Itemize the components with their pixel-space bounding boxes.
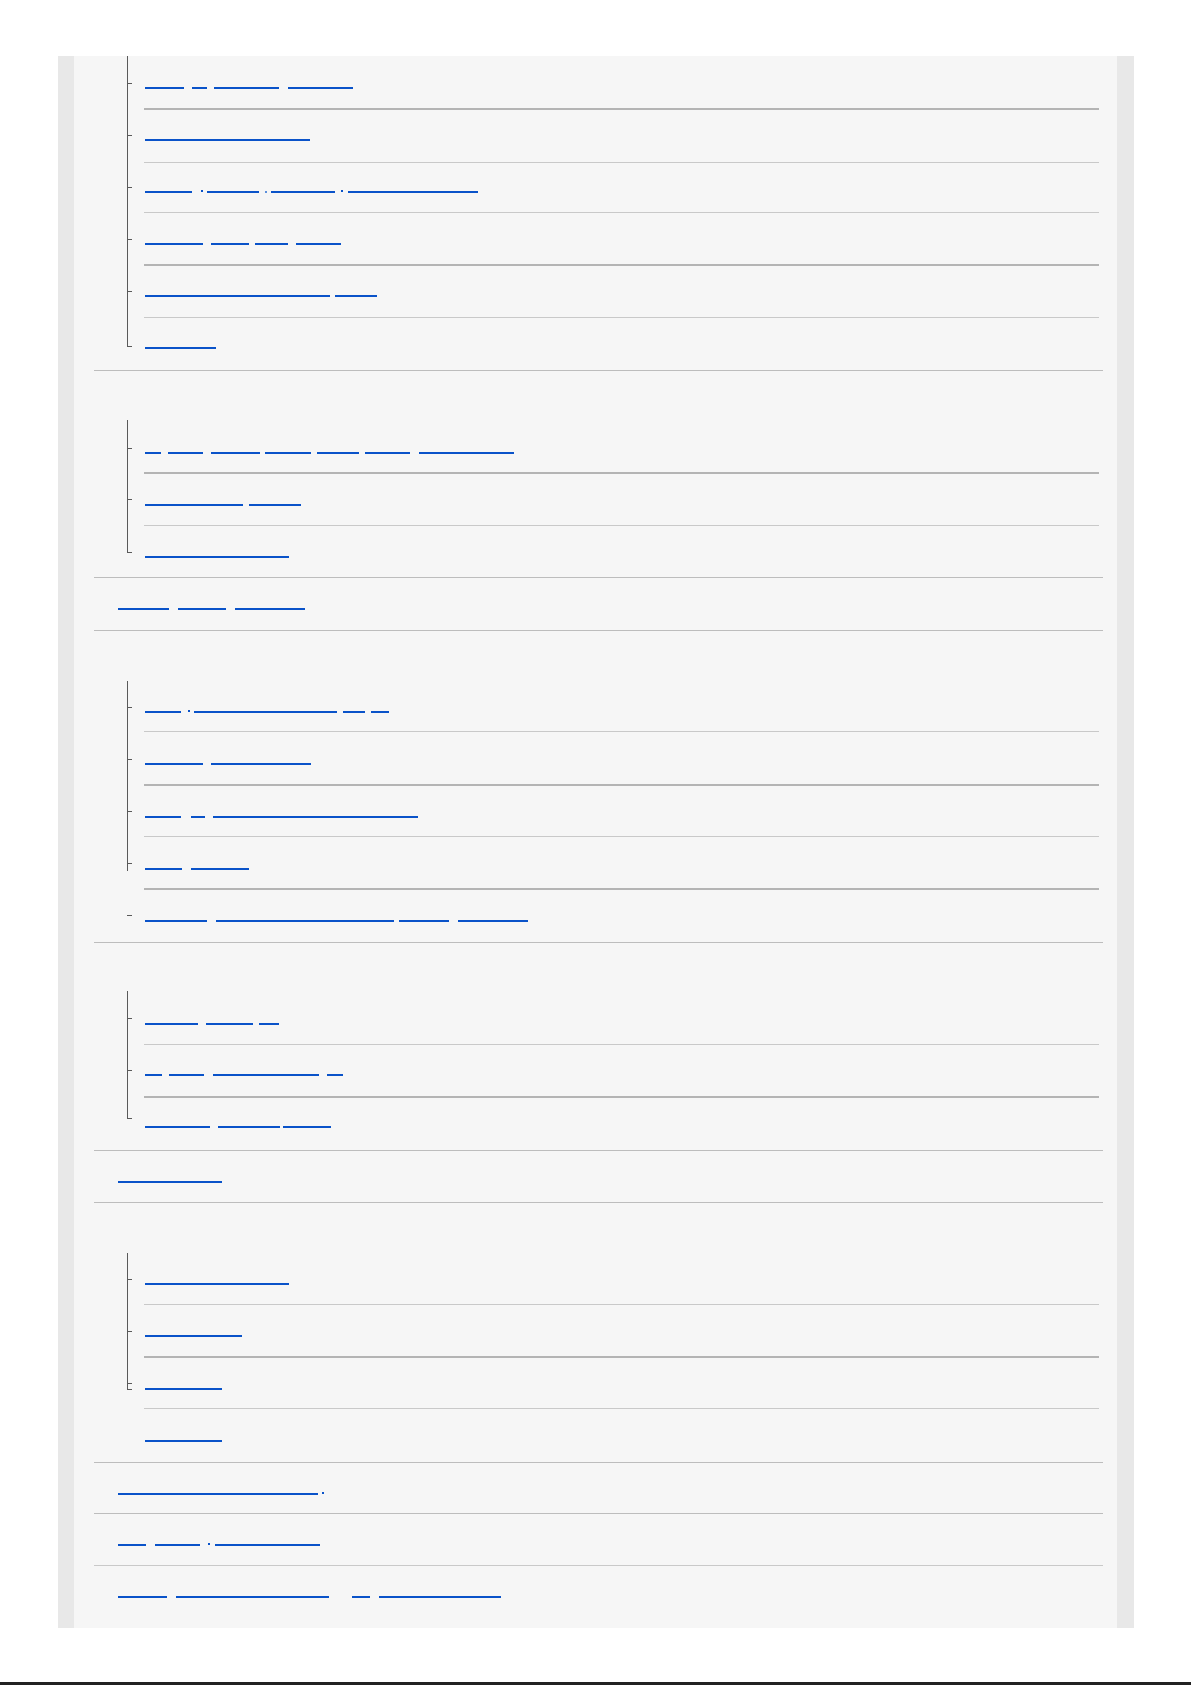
- group-divider: [94, 1202, 1103, 1203]
- tree-connector: [127, 1253, 128, 1390]
- row-divider: [144, 317, 1099, 318]
- toc-link[interactable]: [145, 699, 407, 713]
- toc-link-top[interactable]: [118, 1481, 328, 1495]
- row-divider: [144, 784, 1099, 786]
- toc-link[interactable]: [145, 1062, 350, 1076]
- toc-link[interactable]: [145, 1428, 223, 1442]
- row-divider: [144, 1408, 1099, 1409]
- row-divider: [144, 1044, 1099, 1045]
- row-divider: [144, 1356, 1099, 1358]
- tree-tick: [127, 448, 132, 449]
- toc-link[interactable]: [145, 856, 255, 870]
- tree-tick: [127, 759, 132, 760]
- toc-link-top[interactable]: [118, 1532, 333, 1546]
- tree-connector: [127, 991, 128, 1119]
- group-divider: [94, 942, 1103, 943]
- tree-tick: [127, 499, 132, 500]
- row-divider: [144, 525, 1099, 526]
- group-divider: [94, 577, 1103, 578]
- row-divider: [144, 1304, 1099, 1305]
- row-divider: [144, 836, 1099, 837]
- toc-link[interactable]: [145, 1376, 223, 1390]
- toc-link[interactable]: [145, 492, 305, 506]
- toc-link-top[interactable]: [118, 596, 313, 610]
- row-divider: [144, 472, 1099, 474]
- tree-tick: [127, 291, 132, 292]
- tree-tick: [127, 187, 132, 188]
- tree-tick: [127, 1331, 132, 1332]
- toc-link[interactable]: [145, 283, 380, 297]
- row-divider: [144, 212, 1099, 213]
- row-divider: [144, 888, 1099, 890]
- tree-tick: [127, 707, 132, 708]
- toc-panel: [74, 56, 1117, 1628]
- toc-link-top[interactable]: [118, 1584, 508, 1598]
- tree-tick: [127, 346, 132, 347]
- row-divider: [144, 731, 1099, 732]
- tree-tick: [127, 1383, 132, 1384]
- row-divider: [144, 264, 1099, 266]
- toc-link[interactable]: [145, 335, 217, 349]
- tree-tick: [127, 1070, 132, 1071]
- row-divider: [144, 1096, 1099, 1098]
- toc-link[interactable]: [145, 1271, 290, 1285]
- tree-tick: [127, 239, 132, 240]
- toc-link[interactable]: [145, 127, 310, 141]
- group-divider: [94, 370, 1103, 371]
- row-divider: [144, 108, 1099, 110]
- tree-tick: [127, 552, 132, 553]
- toc-link[interactable]: [145, 231, 345, 245]
- group-divider: [94, 630, 1103, 631]
- tree-tick: [127, 83, 132, 84]
- tree-tick: [127, 1118, 132, 1119]
- toc-link[interactable]: [145, 908, 530, 922]
- toc-link[interactable]: [145, 804, 425, 818]
- tree-connector: [127, 420, 128, 553]
- row-divider: [144, 162, 1099, 163]
- toc-link[interactable]: [145, 179, 485, 193]
- group-divider: [94, 1565, 1103, 1566]
- tree-tick: [127, 1279, 132, 1280]
- tree-tick: [127, 811, 132, 812]
- group-divider: [94, 1462, 1103, 1463]
- tree-connector: [127, 56, 128, 347]
- toc-link-top[interactable]: [118, 1169, 223, 1183]
- tree-tick: [127, 1018, 132, 1019]
- tree-tick: [127, 915, 132, 916]
- toc-link[interactable]: [145, 440, 515, 454]
- tree-tick: [127, 863, 132, 864]
- toc-link[interactable]: [145, 75, 365, 89]
- group-divider: [94, 1513, 1103, 1514]
- toc-link[interactable]: [145, 544, 290, 558]
- group-divider: [94, 1150, 1103, 1151]
- tree-tick: [127, 135, 132, 136]
- toc-link[interactable]: [145, 1011, 285, 1025]
- toc-link[interactable]: [145, 1114, 335, 1128]
- tree-connector: [127, 681, 128, 871]
- toc-link[interactable]: [145, 1323, 243, 1337]
- toc-link[interactable]: [145, 751, 315, 765]
- tree-tick: [127, 1389, 132, 1390]
